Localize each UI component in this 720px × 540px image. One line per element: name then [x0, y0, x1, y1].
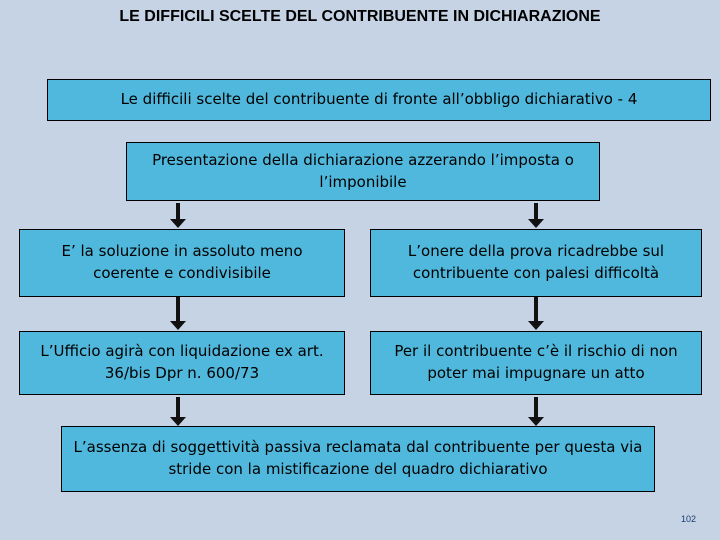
- arrow-down-right-2: [531, 297, 541, 330]
- arrow-down-left-2: [173, 297, 183, 330]
- left-box-1: [19, 229, 345, 297]
- bottom-box: [61, 426, 655, 492]
- right-box-1: [370, 229, 702, 297]
- page-title: LE DIFFICILI SCELTE DEL CONTRIBUENTE IN DICHIARAZIONE: [119, 8, 601, 25]
- left-box-1-text: E’ la soluzione in assoluto meno coerente e condivisibile: [61, 242, 303, 282]
- arrow-down-right-3: [531, 397, 541, 426]
- header-box: [47, 79, 711, 121]
- right-box-2-text: Per il contribuente c’è il rischio di non poter mai impugnare un atto: [394, 342, 678, 382]
- right-box-2: [370, 331, 702, 395]
- bottom-box-text: L’assenza di soggettività passiva reclamata dal contribuente per questa via stride con la mistificazione del quadro dichiarativo: [73, 438, 643, 478]
- arrow-down-right-1: [531, 203, 541, 228]
- header-box-text: Le difficili scelte del contribuente di fronte all’obbligo dichiarativo - 4: [120, 90, 638, 109]
- arrow-down-left-3: [173, 397, 183, 426]
- left-box-2: [19, 331, 345, 395]
- arrow-down-left-1: [173, 203, 183, 228]
- left-box-2-text: L’Ufficio agirà con liquidazione ex art. 36/bis Dpr n. 600/73: [40, 342, 324, 382]
- right-box-1-text: L’onere della prova ricadrebbe sul contribuente con palesi difficoltà: [407, 242, 665, 282]
- main-choice-text: Presentazione della dichiarazione azzerando l’imposta o l’imponibile: [152, 150, 574, 191]
- page-number: 102: [680, 514, 696, 524]
- main-choice-box: [126, 142, 600, 201]
